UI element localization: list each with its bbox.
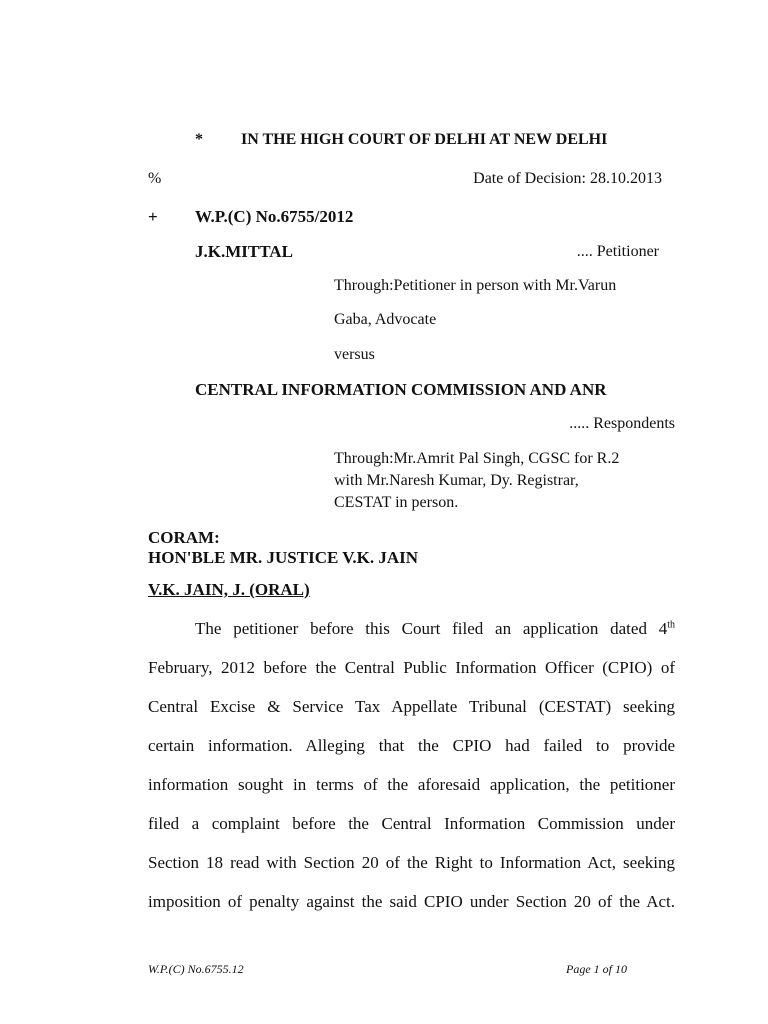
oral-judgment-heading: V.K. JAIN, J. (ORAL) [148, 580, 310, 599]
respondent-counsel-line2: with Mr.Naresh Kumar, Dy. Registrar, [334, 472, 579, 489]
ordinal-superscript: th [667, 619, 675, 631]
judgment-paragraph [148, 609, 675, 921]
paragraph-line-4: certain information. Alleging that the CPIO had failed to provide [148, 736, 675, 755]
paragraph-line-3: Central Excise & Service Tax Appellate Tribunal (CESTAT) seeking [148, 697, 675, 716]
footer-case-number: W.P.(C) No.6755.12 [148, 962, 244, 976]
petitioner-counsel-line1: Through:Petitioner in person with Mr.Varun [334, 277, 617, 294]
percent-marker: % [148, 170, 162, 187]
paragraph-line-2: February, 2012 before the Central Public Information Officer (CPIO) of [148, 658, 675, 677]
paragraph-line-8: imposition of penalty against the said CPIO under Section 20 of the Act. [148, 892, 675, 911]
respondent-counsel-line3: CESTAT in person. [334, 494, 459, 511]
petitioner-name: J.K.MITTAL [195, 242, 293, 261]
date-of-decision: Date of Decision: 28.10.2013 [473, 170, 662, 187]
footer-page-number: Page 1 of 10 [566, 962, 627, 976]
petitioner-counsel-line2: Gaba, Advocate [334, 311, 437, 328]
respondent-name: CENTRAL INFORMATION COMMISSION AND ANR [195, 380, 607, 399]
court-title: IN THE HIGH COURT OF DELHI AT NEW DELHI [241, 131, 608, 148]
coram-label: CORAM: [148, 528, 220, 547]
paragraph-line-5: information sought in terms of the aforesaid application, the petitioner [148, 775, 675, 794]
paragraph-line-1 [148, 609, 675, 648]
respondent-counsel-line1: Through:Mr.Amrit Pal Singh, CGSC for R.2 [334, 450, 620, 467]
paragraph-line-7: Section 18 read with Section 20 of the Right to Information Act, seeking [148, 853, 675, 872]
paragraph-line-6: filed a complaint before the Central Information Commission under [148, 814, 675, 833]
case-number: W.P.(C) No.6755/2012 [195, 207, 354, 226]
petitioner-role: .... Petitioner [576, 243, 659, 260]
paragraph-line-1-text: The petitioner before this Court filed an application dated 4 [195, 619, 668, 638]
respondent-role: ..... Respondents [569, 415, 675, 432]
coram-judge: HON'BLE MR. JUSTICE V.K. JAIN [148, 548, 419, 567]
plus-marker: + [148, 207, 158, 226]
star-marker: * [195, 131, 203, 148]
versus-label: versus [334, 346, 375, 363]
